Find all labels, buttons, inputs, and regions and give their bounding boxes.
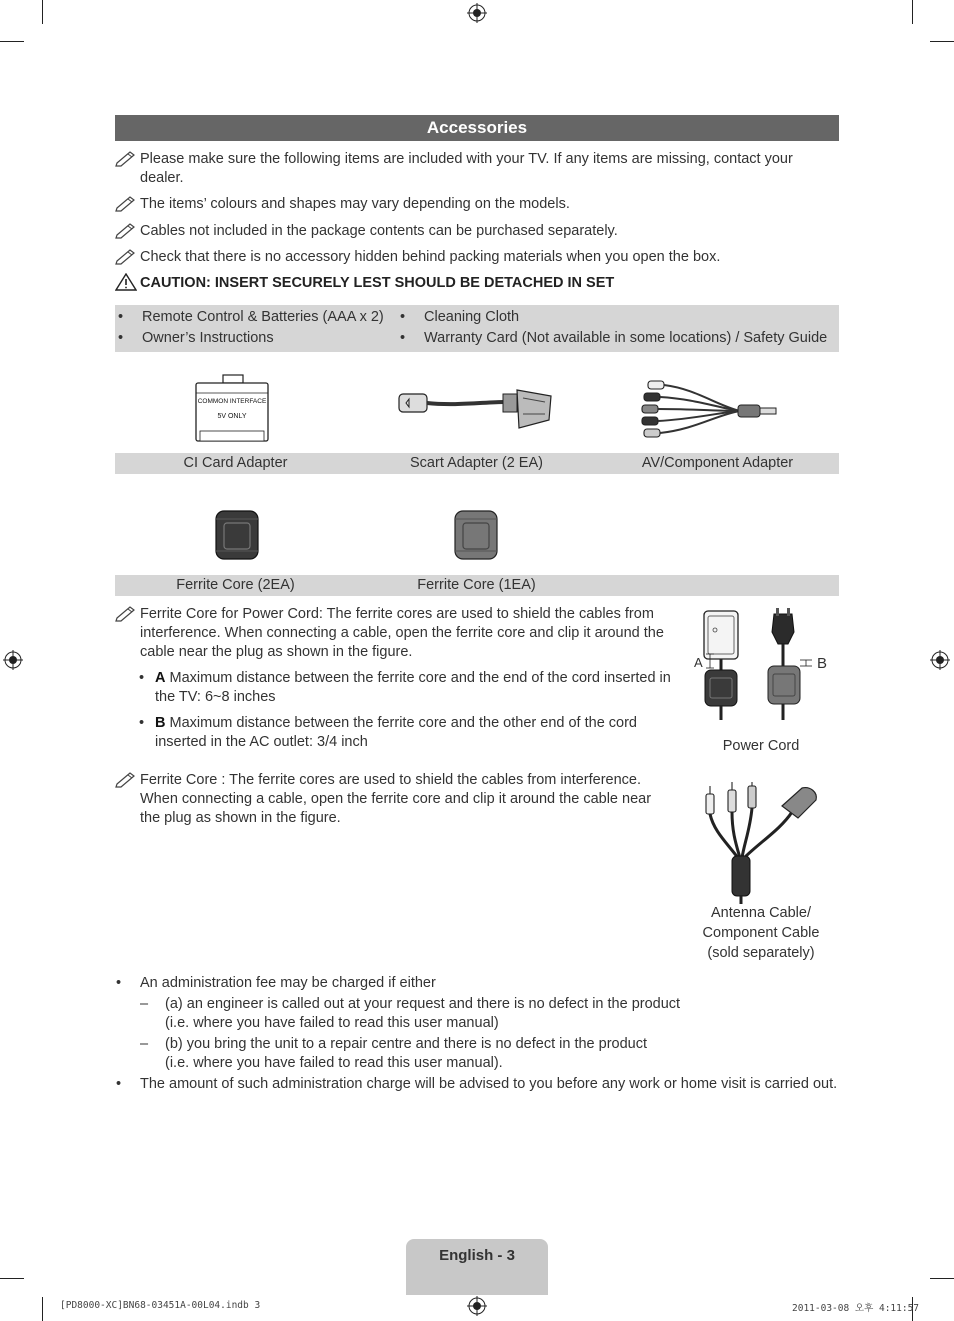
warning-triangle-icon	[115, 273, 137, 291]
caption-antenna-cable	[690, 903, 832, 963]
list-item-text: Remote Control & Batteries (AAA x 2)	[142, 309, 384, 325]
accessory-list-col2	[400, 307, 827, 349]
registration-mark-icon	[467, 3, 487, 23]
crop-mark	[42, 0, 43, 24]
label-letter: A	[155, 670, 166, 686]
ferrite-antenna-note	[115, 771, 675, 828]
note-pencil-icon	[115, 247, 137, 265]
list-item-text: Warranty Card (Not available in some locations) / Safety Guide	[424, 330, 828, 346]
admin-text: An administration fee may be charged if either	[140, 975, 436, 991]
admin-text: The amount of such administration charge will be advised to you before any work or home visit is carried out.	[140, 1076, 838, 1092]
list-item: • Cleaning Cloth	[400, 309, 520, 325]
note-item	[115, 222, 815, 241]
list-item: • Warranty Card (Not available in some locations) / Safety Guide	[400, 330, 828, 346]
list-item: • Remote Control & Batteries (AAA x 2)	[118, 309, 384, 325]
power-cord-figure	[690, 608, 836, 724]
list-item: • Owner’s Instructions	[118, 330, 274, 346]
note-pencil-icon	[115, 221, 137, 239]
ci-card-label: 5V ONLY	[217, 413, 247, 420]
figure-label-b: B	[817, 655, 828, 672]
note-item	[115, 248, 815, 267]
note-text: Cables not included in the package contents can be purchased separately.	[140, 223, 618, 239]
list-item-text: Cleaning Cloth	[424, 309, 520, 325]
section-title: Accessories	[115, 115, 839, 141]
crop-mark	[930, 1278, 954, 1279]
imprint-left: [PD8000-XC]BN68-03451A-00L04.indb 3	[60, 1300, 261, 1311]
registration-mark-icon	[467, 1296, 487, 1316]
crop-mark	[930, 41, 954, 42]
caution-text: CAUTION: INSERT SECURELY LEST SHOULD BE DETACHED IN SET	[140, 275, 615, 291]
admin-text: (i.e. where you have failed to read this user manual).	[165, 1055, 503, 1071]
ci-card-adapter-image	[190, 373, 274, 447]
caption-av-component-adapter: AV/Component Adapter	[641, 455, 794, 471]
crop-mark	[912, 0, 913, 24]
crop-mark	[0, 41, 24, 42]
note-pencil-icon	[115, 149, 137, 167]
note-pencil-icon	[115, 770, 137, 788]
antenna-component-cable-figure	[700, 782, 822, 904]
crop-mark	[0, 1278, 24, 1279]
av-component-adapter-image	[636, 375, 782, 445]
caption-line: Component Cable	[702, 925, 820, 941]
list-item-text: Owner’s Instructions	[142, 330, 274, 346]
caption-scart-adapter: Scart Adapter (2 EA)	[410, 455, 543, 471]
note-text: Ferrite Core : The ferrite cores are used to shield the cables from interference. When connecting a cable, open the ferrite core and clip it around the cable near the plug as shown in the figure.	[140, 772, 652, 826]
ferrite-power-note	[115, 605, 685, 662]
caption-ferrite-core-2ea: Ferrite Core (2EA)	[176, 577, 295, 593]
note-pencil-icon	[115, 604, 137, 622]
registration-mark-icon	[3, 650, 23, 670]
caption-ferrite-core-1ea: Ferrite Core (1EA)	[417, 577, 536, 593]
admin-text: (b) you bring the unit to a repair centre and there is no defect in the product	[165, 1036, 648, 1052]
note-text: Ferrite Core for Power Cord: The ferrite cores are used to shield the cables from interference. When connecting a cable, open the ferrite core and clip it around the cable near the plug as shown in the figure.	[140, 606, 664, 660]
ferrite-core-1ea-image	[453, 509, 499, 561]
admin-dash-1: – (a) an engineer is called out at your request and there is no defect in the product (i.e. where you have failed to read this user manual)	[140, 995, 840, 1033]
distance-item-b: • B Maximum distance between the ferrite core and the other end of the cord inserted in the AC outlet: 3/4 inch	[139, 715, 637, 750]
imprint-right: 2011-03-08 오후 4:11:57	[792, 1303, 920, 1314]
caution-line	[115, 274, 815, 293]
note-text: Check that there is no accessory hidden behind packing materials when you open the box.	[140, 249, 721, 265]
note-pencil-icon	[115, 194, 137, 212]
label-letter: B	[155, 715, 166, 731]
caption-line: (sold separately)	[707, 945, 815, 961]
admin-bullet-1: • An administration fee may be charged if either	[116, 974, 841, 993]
distance-text: Maximum distance between the ferrite core and the other end of the cord inserted in the AC outlet: 3/4 inch	[155, 715, 637, 750]
ci-card-label: COMMON INTERFACE	[197, 398, 267, 405]
distance-item-a: • A Maximum distance between the ferrite core and the end of the cord inserted in the TV: 6~8 inches	[139, 670, 671, 705]
ferrite-core-2ea-image	[214, 509, 260, 561]
admin-dash-2: – (b) you bring the unit to a repair centre and there is no defect in the product (i.e. where you have failed to read this user manual).	[140, 1035, 840, 1073]
crop-mark	[42, 1297, 43, 1321]
caption-line: Antenna Cable/	[711, 905, 811, 921]
distance-text: Maximum distance between the ferrite core and the end of the cord inserted in the TV: 6~8 inches	[155, 670, 671, 705]
scart-adapter-image	[395, 380, 555, 432]
admin-bullet-2: • The amount of such administration charge will be advised to you before any work or home visit is carried out.	[116, 1075, 841, 1094]
caption-ci-card-adapter: CI Card Adapter	[183, 455, 288, 471]
page-number-tab: English - 3	[406, 1239, 548, 1295]
note-item	[115, 150, 815, 188]
admin-text: (i.e. where you have failed to read this user manual)	[165, 1015, 499, 1031]
caption-power-cord: Power Cord	[722, 738, 800, 754]
admin-text: (a) an engineer is called out at your request and there is no defect in the product	[165, 996, 681, 1012]
note-item	[115, 195, 815, 214]
note-text: Please make sure the following items are included with your TV. If any items are missing, contact your dealer.	[140, 151, 793, 186]
accessory-list-col1	[118, 307, 384, 349]
note-text: The items’ colours and shapes may vary depending on the models.	[140, 196, 570, 212]
figure-label-a: A	[694, 655, 703, 670]
registration-mark-icon	[930, 650, 950, 670]
